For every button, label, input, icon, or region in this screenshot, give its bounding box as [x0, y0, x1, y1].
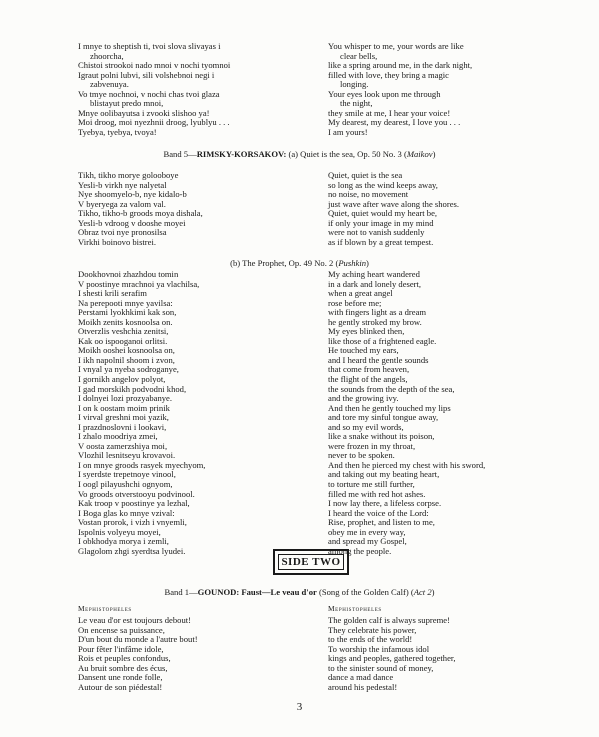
lyric-line: Obraz tvoi nye pronosilsa	[78, 227, 167, 238]
band-number: Band 1—	[164, 587, 198, 597]
lyric-line: Virkhi boinovo bistrei.	[78, 236, 157, 247]
lyric-line: Chistoi strookoi nado mnoi v nochi tyomnoi	[78, 60, 231, 71]
translation-line: to the ends of the world!	[328, 634, 413, 645]
lyric-line: I gad morskikh podvodni khod,	[78, 383, 187, 394]
composer-name: GOUNOD:	[197, 587, 240, 597]
lyrics-block-quiet-is-the-sea	[78, 171, 548, 247]
lyric-line: I ikh napolnil shoom i zvon,	[78, 354, 175, 365]
lyric-line: Glagolom zhgi syerdtsa lyudei.	[78, 545, 186, 556]
poet-name: Maikov	[406, 149, 433, 159]
translation-line: obey me in every way,	[328, 526, 406, 537]
lyric-line: Autour de son piédestal!	[78, 681, 163, 692]
lyric-line: I shesti krili serafim	[78, 288, 147, 299]
lyric-line: Igraut polni lubvi, sili volshebnoi negi i	[78, 69, 215, 80]
translation-line: like a snake without its poison,	[328, 431, 435, 442]
translation-line: and taking out my beating heart,	[328, 469, 440, 480]
translation-line: with fingers light as a dream	[328, 307, 427, 318]
lyric-line: I mnye to sheptish ti, tvoi slova slivayas i	[78, 41, 221, 51]
lyric-line: Kak oo ispooganoi orlitsi.	[78, 335, 168, 346]
translation-line: no noise, no movement	[328, 189, 409, 200]
translation-line: I am yours!	[328, 126, 368, 137]
lyric-line: I Boga glas ko mnye vzival:	[78, 507, 175, 518]
translation-line: and so my evil words,	[328, 421, 404, 432]
original-lyrics-column	[78, 270, 325, 556]
lyric-line: Vo tmye nochnoi, v nochi chas tvoi glaza	[78, 88, 220, 99]
lyric-line: Vo groods otverstooyu podvinool.	[78, 488, 195, 499]
poet-name: Pushkin	[338, 258, 366, 268]
translation-line: in a dark and lonely desert,	[328, 278, 422, 289]
lyric-line: I syerdste trepetnoye vinool,	[78, 469, 176, 480]
original-lyrics-column	[78, 42, 325, 137]
lyric-line: Ispolnis volyeyu moyei,	[78, 526, 161, 537]
translation-line: and I heard the gentle sounds	[328, 354, 429, 365]
translation-line: I now lay there, a lifeless corpse.	[328, 498, 442, 509]
translation-line: They celebrate his power,	[328, 624, 417, 635]
translation-line: Your eyes look upon me through	[328, 88, 441, 99]
lyric-line: Kak troop v poostinye ya lezhal,	[78, 498, 190, 509]
translation-line: like a spring around me, in the dark night,	[328, 60, 473, 71]
lyric-line: blistayut predo mnoi,	[90, 98, 164, 109]
lyric-line: I on mnye groods rasyek myechyom,	[78, 459, 206, 470]
lyrics-block-faust	[78, 604, 548, 692]
translation-line: as if blown by a great tempest.	[328, 236, 434, 247]
translation-line: longing.	[340, 79, 369, 90]
translation-line: when a great angel	[328, 288, 393, 299]
lyric-line: Yesli-b virkh nye nalyetal	[78, 179, 167, 190]
translation-line: You whisper to me, your words are like	[328, 41, 464, 51]
lyric-line: Tikh, tikho morye golooboye	[78, 170, 179, 180]
translation-line: the night,	[340, 98, 373, 109]
side-two-box	[273, 549, 349, 575]
translation-line: To worship the infamous idol	[328, 643, 430, 654]
translation-line: and tore my sinful tongue away,	[328, 412, 439, 423]
composer-name: RIMSKY-KORSAKOV:	[196, 149, 287, 159]
lyric-line: V byeryega za valom val.	[78, 198, 166, 209]
translation-line: he gently stroked my brow.	[328, 316, 422, 327]
band-number: Band 5—	[163, 149, 197, 159]
heading-suffix: )	[366, 258, 369, 268]
lyrics-block-the-prophet	[78, 270, 548, 556]
lyric-line: Na perepooti mnye yavilsa:	[78, 297, 173, 308]
lyric-line: Tyebya, tyebya, tvoya!	[78, 126, 157, 137]
side-two-label: SIDE TWO	[281, 556, 341, 568]
lyric-line: V oosta zamerzshiya moi,	[78, 440, 168, 451]
translation-line: The golden calf is always supreme!	[328, 615, 450, 625]
lyric-line: D'un bout du monde a l'autre bout!	[78, 634, 198, 645]
lyric-line: Dookhovnoi zhazhdou tomin	[78, 269, 179, 279]
lyric-line: Tikho, tikho-b groods moya dishala,	[78, 208, 203, 219]
translation-line: Quiet, quiet would my heart be,	[328, 208, 438, 219]
song-subtitle: (Song of the Golden Calf) (	[316, 587, 414, 597]
lyric-line: I vnyal ya nyeba sodroganye,	[78, 364, 179, 375]
translation-line: to torture me still further,	[328, 479, 415, 490]
translation-line: that come from heaven,	[328, 364, 410, 375]
translation-line: were frozen in my throat,	[328, 440, 416, 451]
translation-line: My dearest, my dearest, I love you . . .	[328, 117, 461, 128]
page-number: 3	[296, 701, 303, 713]
lyric-line: Pour fêter l'infâme idole,	[78, 643, 164, 654]
lyric-line: Vlozhil lesnitseyu krovavoi.	[78, 450, 176, 461]
translation-line: the sounds from the depth of the sea,	[328, 383, 455, 394]
heading-suffix: )	[431, 587, 435, 597]
translation-column	[328, 604, 548, 692]
translation-line: and the growing ivy.	[328, 393, 399, 404]
lyric-line: Moikh zenits kosnoolsa on.	[78, 316, 173, 327]
translation-line: My aching heart wandered	[328, 269, 420, 279]
translation-line: among the people.	[328, 545, 392, 556]
song-title: Faust—Le veau d'or	[239, 587, 317, 597]
translation-line: He touched my ears,	[328, 345, 399, 356]
translation-column	[328, 42, 548, 137]
translation-column	[328, 270, 548, 556]
translation-line: like those of a frightened eagle.	[328, 335, 437, 346]
translation-line: And then he gently touched my lips	[328, 402, 451, 413]
lyric-line: Vostan prorok, i vizh i vnyemli,	[78, 517, 187, 528]
lyric-line: Moikh ooshei kosnoolsa on,	[78, 345, 175, 356]
translation-line: the flight of the angels,	[328, 374, 408, 385]
translation-line: just wave after wave along the shores.	[328, 198, 460, 209]
translation-line: and spread my Gospel,	[328, 536, 407, 547]
lyric-line: I dolnyei lozi prozyabanye.	[78, 393, 173, 404]
translation-line: I heard the voice of the Lord:	[328, 507, 429, 518]
lyric-line: Perstami lyokhkimi kak son,	[78, 307, 177, 318]
translation-line: to the sinister sound of money,	[328, 662, 434, 673]
translation-line: never to be spoken.	[328, 450, 395, 461]
lyric-line: Otverzlis veshchia zenitsi,	[78, 326, 169, 337]
lyric-line: I zhalo moodriya zmei,	[78, 431, 158, 442]
lyric-line: I prazdnoslovni i lookavi,	[78, 421, 167, 432]
lyric-line: I virval greshni moi yazik,	[78, 412, 169, 423]
lyric-line: Le veau d'or est toujours debout!	[78, 615, 191, 625]
translation-line: My eyes blinked then,	[328, 326, 405, 337]
translation-line: dance a mad dance	[328, 672, 394, 683]
translation-line: Rise, prophet, and listen to me,	[328, 517, 435, 528]
lyric-line: V poostinye mrachnoi ya vlachilsa,	[78, 278, 200, 289]
lyric-line: Moi droog, moi nyezhnii droog, lyublyu . . .	[78, 117, 230, 128]
translation-line: And then he pierced my chest with his sword,	[328, 459, 486, 470]
lyric-line: Nye shoomyelo-b, nye kidalo-b	[78, 189, 187, 200]
lyric-line: Mnye oolibayutsa i zvooki slishoo ya!	[78, 107, 210, 118]
translation-line: clear bells,	[340, 50, 378, 61]
lyric-line: zhoorcha,	[90, 50, 124, 61]
lyric-line: zabvenuya.	[90, 79, 129, 90]
translation-line: kings and peoples, gathered together,	[328, 653, 456, 664]
translation-line: rose before me;	[328, 297, 382, 308]
lyric-line: Yesli-b vdroog v dooshe moyei	[78, 217, 186, 228]
translation-line: filled me with red hot ashes.	[328, 488, 426, 499]
lyric-line: I oogl pilayushchi ognyom,	[78, 479, 173, 490]
lyric-line: I on k oostam moim prinik	[78, 402, 170, 413]
lyric-line: On encense sa puissance,	[78, 624, 165, 635]
lyric-line: Dansent une ronde folle,	[78, 672, 163, 683]
lyric-line: Rois et peuples confondus,	[78, 653, 171, 664]
character-name: Mephistopheles	[78, 604, 132, 613]
original-lyrics-column	[78, 171, 325, 247]
heading-suffix: )	[432, 149, 436, 159]
band5-heading	[0, 149, 599, 160]
translation-line: were not to vanish suddenly	[328, 227, 425, 238]
original-lyrics-column	[78, 604, 325, 692]
translation-line: so long as the wind keeps away,	[328, 179, 438, 190]
lyric-line: I gornikh angelov polyot,	[78, 374, 166, 385]
song-title: (b) The Prophet, Op. 49 No. 2 (	[230, 258, 339, 268]
song-title: (a) Quiet is the sea, Op. 50 No. 3 (	[286, 149, 407, 159]
band1-heading	[0, 587, 599, 598]
translation-column	[328, 171, 548, 247]
lyric-line: Au bruit sombre des écus,	[78, 662, 168, 673]
prophet-heading	[0, 258, 599, 269]
translation-line: they smile at me, I hear your voice!	[328, 107, 451, 118]
translation-line: around his pedestal!	[328, 681, 398, 692]
character-name: Mephistopheles	[328, 604, 382, 613]
lyric-line: I obkhodya morya i zemli,	[78, 536, 169, 547]
translation-line: filled with love, they bring a magic	[328, 69, 449, 80]
translation-line: if only your image in my mind	[328, 217, 434, 228]
lyrics-block-continuation	[78, 42, 548, 137]
act-number: Act 2	[413, 587, 432, 597]
translation-line: Quiet, quiet is the sea	[328, 170, 403, 180]
